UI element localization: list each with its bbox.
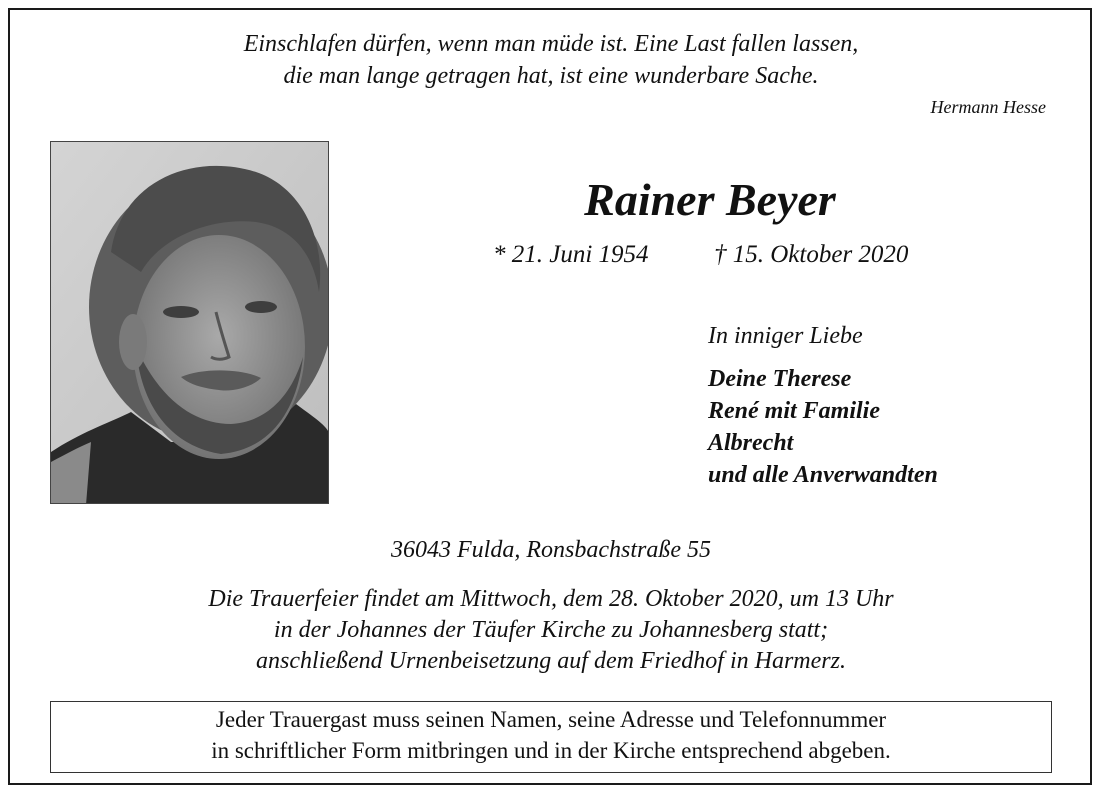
mourner-name: René mit Familie <box>708 398 880 424</box>
address: 36043 Fulda, Ronsbachstraße 55 <box>391 537 711 563</box>
quote-line-1: Einschlafen dürfen, wenn man müde ist. Eine Last fallen lassen, <box>243 31 859 57</box>
notice-line: in schriftlicher Form mitbringen und in der Kirche entsprechend abgeben. <box>211 738 891 763</box>
deceased-name: Rainer Beyer <box>584 174 836 225</box>
mourner-name: Albrecht <box>708 430 794 456</box>
service-line: Die Trauerfeier findet am Mittwoch, dem 28. Oktober 2020, um 13 Uhr <box>208 586 894 612</box>
birth-date: * 21. Juni 1954 <box>493 241 649 268</box>
service-line: anschließend Urnenbeisetzung auf dem Friedhof in Harmerz. <box>256 648 846 674</box>
mourner-name: Deine Therese <box>708 366 852 392</box>
portrait-photo <box>50 141 329 504</box>
quote-line-2: die man lange getragen hat, ist eine wunderbare Sache. <box>283 63 819 89</box>
death-date: † 15. Oktober 2020 <box>714 241 909 268</box>
mourners-intro: In inniger Liebe <box>708 323 863 349</box>
notice-line: Jeder Trauergast muss seinen Namen, seine Adresse und Telefonnummer <box>215 707 887 732</box>
service-line: in der Johannes der Täufer Kirche zu Johannesberg statt; <box>273 617 829 643</box>
quote-author: Hermann Hesse <box>930 97 1046 117</box>
mourner-name: und alle Anverwandten <box>708 462 938 488</box>
